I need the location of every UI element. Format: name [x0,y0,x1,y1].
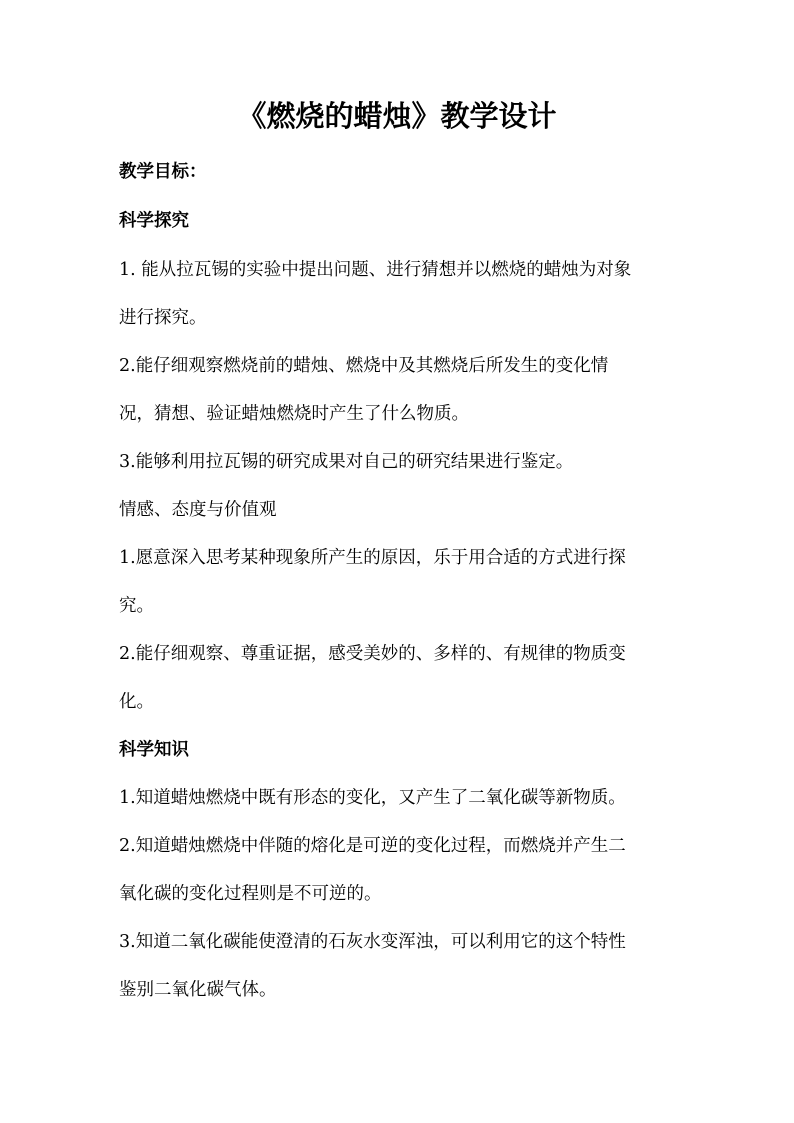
knowledge-item-1-line-1: 1.知道蜡烛燃烧中既有形态的变化，又产生了二氧化碳等新物质。 [119,788,626,808]
section-heading-attitude-values: 情感、态度与价值观 [119,500,277,520]
knowledge-item-3-line-2: 鉴别二氧化碳气体。 [119,980,277,1000]
inquiry-item-3-line-1: 3.能够利用拉瓦锡的研究成果对自己的研究结果进行鉴定。 [119,452,574,472]
attitude-item-1-line-1: 1.愿意深入思考某种现象所产生的原因，乐于用合适的方式进行探 [119,548,626,568]
knowledge-item-2-line-1: 2.知道蜡烛燃烧中伴随的熔化是可逆的变化过程，而燃烧并产生二 [119,836,626,856]
inquiry-item-1-line-1: 1. 能从拉瓦锡的实验中提出问题、进行猜想并以燃烧的蜡烛为对象 [119,260,632,280]
attitude-item-1-line-2: 究。 [119,596,154,616]
section-heading-science-knowledge: 科学知识 [119,740,189,760]
inquiry-item-2-line-2: 况，猜想、验证蜡烛燃烧时产生了什么物质。 [119,404,469,424]
knowledge-item-2-line-2: 氧化碳的变化过程则是不可逆的。 [119,884,382,904]
knowledge-item-3-line-1: 3.知道二氧化碳能使澄清的石灰水变浑浊，可以利用它的这个特性 [119,932,626,952]
inquiry-item-2-line-1: 2.能仔细观察燃烧前的蜡烛、燃烧中及其燃烧后所发生的变化情 [119,356,609,376]
inquiry-item-1-line-2: 进行探究。 [119,308,207,328]
attitude-item-2-line-1: 2.能仔细观察、尊重证据，感受美妙的、多样的、有规律的物质变 [119,644,626,664]
objectives-heading: 教学目标： [119,162,207,182]
document-title: 《燃烧的蜡烛》教学设计 [237,99,557,133]
attitude-item-2-line-2: 化。 [119,692,154,712]
section-heading-science-inquiry: 科学探究 [119,211,189,231]
